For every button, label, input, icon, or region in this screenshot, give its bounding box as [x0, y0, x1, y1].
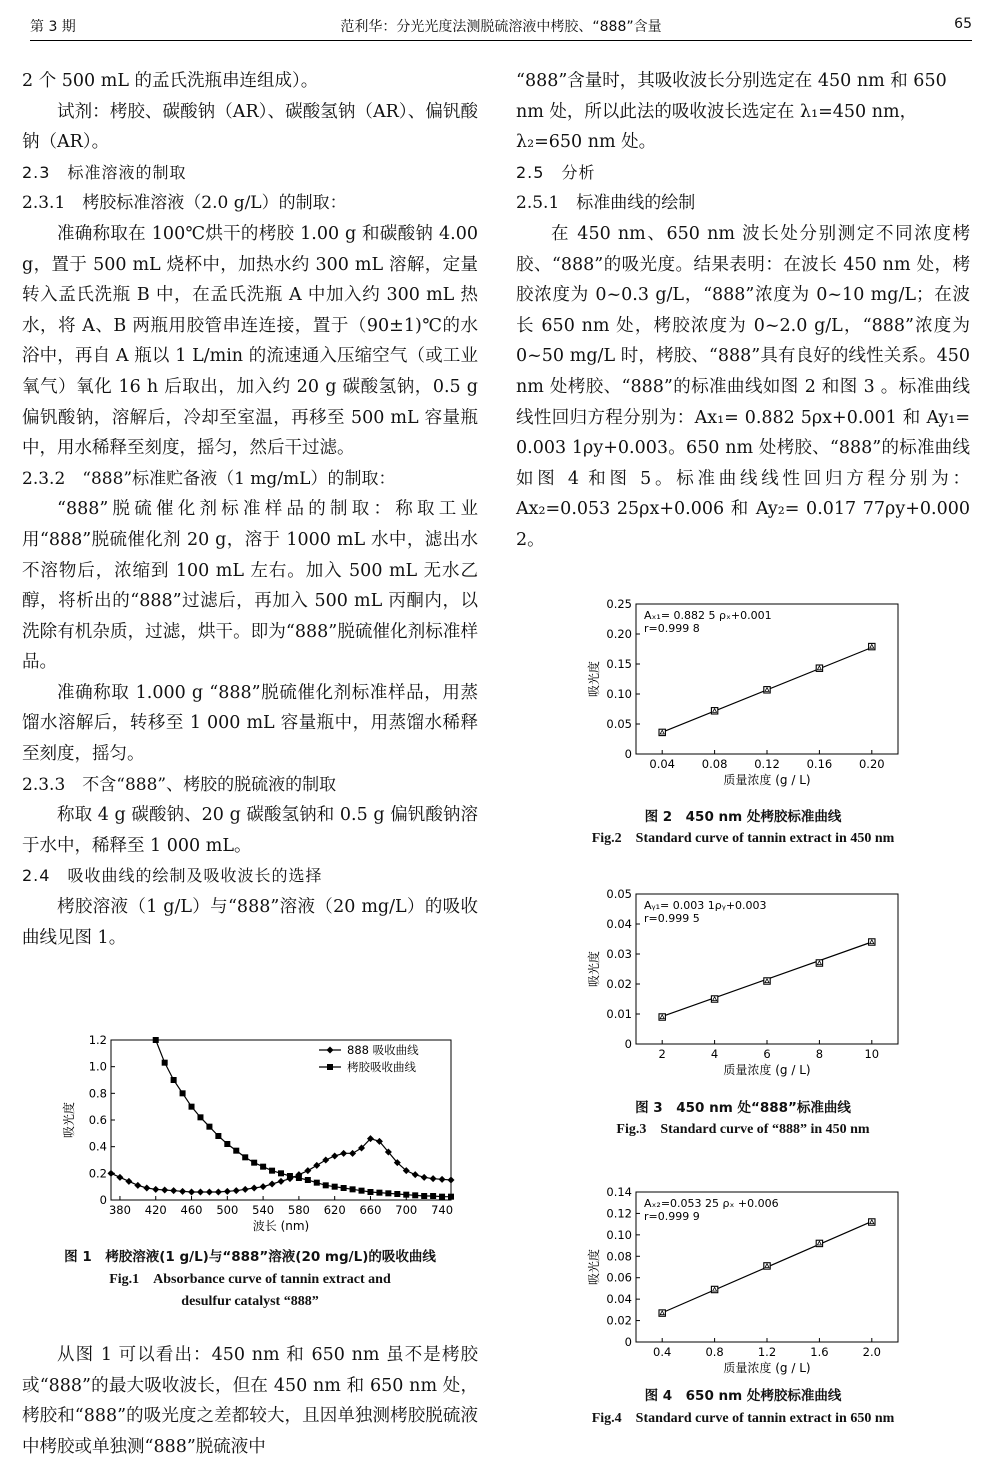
y-tick-label: 0.4: [88, 1139, 107, 1154]
data-point: [314, 1180, 320, 1186]
data-point: [134, 1182, 141, 1189]
paragraph: 准确称取在 100℃烘干的栲胶 1.00 g 和碳酸钠 4.00 g，置于 500 mL 烧杯中，加热水约 300 mL 溶解，定量转入孟氏洗瓶 B 中，在孟氏洗瓶 A 中加入约 300 mL 热水，将 A、B 两瓶用胶管串连连接，置于（90±1)℃的水浴中，再自 A 瓶以 1 L/min 的流速通入压缩空气（或工业氧气）氧化 16 h 后取出，加入约 20 g 碳酸氢钠，0.5 g 偏钒酸钠，溶解后，冷却至室温，再移至 500 mL 容量瓶中，用水稀释至刻度，摇匀，然后干过滤。: [22, 223, 478, 459]
correlation-coefficient: r=0.999 9: [644, 1210, 700, 1223]
data-point: [349, 1150, 356, 1157]
subsection-heading: 2.3.2 “888”标准贮备液（1 mg/mL）的制取：: [22, 468, 396, 489]
y-tick-label: 0.12: [606, 1206, 632, 1221]
figure-1-chart: [55, 1028, 465, 1238]
data-point: [153, 1037, 159, 1043]
left-column-bottom: [22, 1340, 478, 1462]
data-point: [350, 1186, 356, 1192]
chart-svg: [580, 1182, 910, 1382]
data-point: [403, 1192, 409, 1198]
regression-equation: Aₓ₂=0.053 25 ρₓ +0.006: [644, 1197, 779, 1210]
x-tick-label: 580: [287, 1203, 310, 1217]
x-tick-label: 2.0: [862, 1345, 881, 1359]
data-point: [439, 1194, 445, 1200]
data-point: [215, 1189, 222, 1196]
data-point: [278, 1178, 285, 1185]
y-tick-label: 0: [624, 1335, 632, 1349]
paragraph: 试剂：栲胶、碳酸钠（AR）、碳酸氢钠（AR）、偏钒酸钠（AR）。: [22, 101, 478, 153]
figure-2-caption-cn: 图 2 450 nm 处栲胶标准曲线: [644, 809, 842, 825]
regression-equation: Aᵧ₁= 0.003 1ρᵧ+0.003: [644, 899, 767, 912]
subsection-heading: 2.5.1 标准曲线的绘制: [516, 193, 696, 214]
data-point: [143, 1185, 150, 1192]
data-point: [215, 1133, 221, 1139]
y-tick-label: 0.04: [606, 917, 632, 931]
subsection-heading: 2.3.1 栲胶标准溶液（2.0 g/L）的制取：: [22, 193, 347, 214]
y-tick-label: 0.05: [606, 717, 632, 731]
left-column: [22, 66, 478, 953]
x-axis-label: 质量浓度 (g / L): [723, 1063, 811, 1077]
y-tick-label: 0.10: [606, 1227, 632, 1242]
data-point: [179, 1188, 186, 1195]
x-axis-label: 波长 (nm): [252, 1219, 310, 1233]
x-tick-label: 620: [323, 1203, 346, 1217]
correlation-coefficient: r=0.999 5: [644, 912, 700, 925]
data-point: [116, 1174, 123, 1181]
data-point: [152, 1186, 159, 1193]
figure-2-caption-en: Fig.2 Standard curve of tannin extract in 450 nm: [591, 831, 895, 846]
figure-3-chart: [580, 884, 910, 1084]
data-point: [412, 1171, 419, 1178]
y-tick-label: 0.02: [606, 1313, 632, 1328]
x-tick-label: 740: [431, 1203, 454, 1217]
data-point: [125, 1178, 132, 1185]
data-point: [305, 1177, 311, 1183]
subsection-heading: 2.3.3 不含“888”、栲胶的脱硫液的制取: [22, 774, 337, 795]
data-point: [197, 1189, 204, 1196]
data-point: [385, 1190, 391, 1196]
y-tick-label: 0.20: [606, 627, 632, 641]
chart-svg: [580, 884, 910, 1084]
x-tick-label: 420: [144, 1203, 167, 1217]
figure-2-chart: [580, 594, 910, 794]
data-point: [180, 1090, 186, 1096]
data-point: [233, 1187, 240, 1194]
x-tick-label: 0.20: [858, 757, 885, 771]
figure-3-caption-en: Fig.3 Standard curve of “888” in 450 nm: [616, 1122, 870, 1137]
x-tick-label: 380: [108, 1203, 131, 1217]
x-tick-label: 2: [658, 1047, 666, 1061]
data-point: [430, 1193, 436, 1199]
data-point: [313, 1162, 320, 1169]
x-axis-label: 质量浓度 (g / L): [723, 1361, 811, 1375]
y-tick-label: 0: [624, 1037, 632, 1051]
x-tick-label: 1.2: [757, 1345, 777, 1359]
data-point: [296, 1175, 302, 1181]
section-heading: 2.4 吸收曲线的绘制及吸收波长的选择: [22, 866, 323, 886]
data-point: [327, 1047, 334, 1054]
y-tick-label: 0: [99, 1193, 107, 1207]
x-axis-label: 质量浓度 (g / L): [723, 773, 811, 787]
x-tick-label: 8: [815, 1047, 824, 1061]
x-tick-label: 0.4: [653, 1345, 672, 1359]
data-point: [439, 1176, 446, 1183]
correlation-coefficient: r=0.999 8: [644, 622, 700, 635]
figure-3-caption-cn: 图 3 450 nm 处“888”标准曲线: [635, 1100, 851, 1116]
x-tick-label: 700: [395, 1203, 418, 1217]
y-tick-label: 0.6: [88, 1113, 107, 1127]
section-heading: 2.3 标准溶液的制取: [22, 162, 187, 182]
data-point: [327, 1064, 333, 1070]
data-point: [269, 1181, 276, 1188]
x-tick-label: 540: [252, 1203, 275, 1217]
data-point: [448, 1177, 455, 1184]
y-tick-label: 0.2: [88, 1166, 107, 1181]
x-tick-label: 1.6: [810, 1345, 829, 1359]
data-point: [161, 1187, 168, 1194]
data-point: [171, 1077, 177, 1083]
paragraph: 从图 1 可以看出：450 nm 和 650 nm 虽不是栲胶或“888”的最大吸收波长，但在 450 nm 和 650 nm 处，栲胶和“888”的吸光度之差都较大，且因单独测栲胶脱硫液中栲胶或单独测“888”脱硫液中: [22, 1345, 478, 1457]
data-point: [224, 1188, 231, 1195]
data-point: [224, 1141, 230, 1147]
data-point: [251, 1185, 258, 1192]
running-title: 范利华：分光光度法测脱硫溶液中栲胶、“888”含量: [340, 19, 662, 35]
caption-line: Fig.1 Absorbance curve of tannin extract and: [109, 1272, 391, 1287]
y-tick-label: 0.06: [606, 1270, 632, 1285]
data-point: [331, 1153, 338, 1160]
data-point: [322, 1157, 329, 1164]
data-point: [304, 1167, 311, 1174]
x-tick-label: 6: [763, 1047, 771, 1061]
y-axis-label: 吸光度: [587, 950, 601, 988]
page-number: 65: [954, 16, 972, 32]
y-axis-label: 吸光度: [587, 1248, 601, 1286]
data-point: [448, 1194, 454, 1200]
x-tick-label: 660: [359, 1203, 382, 1217]
y-tick-label: 0.04: [606, 1292, 632, 1307]
y-tick-label: 0.01: [606, 1007, 632, 1021]
header-rule: [30, 40, 972, 41]
x-tick-label: 0.8: [705, 1345, 724, 1359]
x-tick-label: 0.04: [649, 757, 676, 771]
data-point: [242, 1186, 249, 1193]
paragraph: 栲胶溶液（1 g/L）与“888”溶液（20 mg/L）的吸收曲线见图 1。: [22, 897, 478, 948]
x-tick-label: 4: [710, 1047, 719, 1061]
right-column: [516, 66, 970, 556]
figure-1-caption-en: [30, 1269, 470, 1313]
paragraph: 在 450 nm、650 nm 波长处分别测定不同浓度栲胶、“888”的吸光度。结果表明：在波长 450 nm 处，栲胶浓度为 0~0.3 g/L，“888”浓度为 0~10 mg/L；在波长 650 nm 处，栲胶浓度为 0~2.0 g/L，“888”浓度为 0~50 mg/L 时，栲胶、“888”具有良好的线性关系。450 nm 处栲胶、“888”的标准曲线如图 2 和图 3 。标准曲线线性回归方程分别为：Ax₁= 0.882 5ρx+0.001 和 Ay₁= 0.003 1ρy+0.003。650 nm 处栲胶、“888”的标准曲线如图 4 和图 5。标准曲线线性回归方程分别为：Ax₂=0.053 25ρx+0.006 和 Ay₂= 0.017 77ρy+0.000 2。: [516, 223, 970, 550]
y-axis-label: 吸光度: [62, 1101, 76, 1139]
issue-number: 第 3 期: [30, 19, 76, 35]
figure-4-caption-en: Fig.4 Standard curve of tannin extract in 650 nm: [591, 1411, 895, 1426]
data-point: [197, 1114, 203, 1120]
data-point: [206, 1124, 212, 1130]
figure-4-caption-cn: 图 4 650 nm 处栲胶标准曲线: [644, 1388, 842, 1404]
figure-1-caption-cn: 图 1 栲胶溶液(1 g/L)与“888”溶液(20 mg/L)的吸收曲线: [64, 1249, 436, 1265]
data-point: [323, 1182, 329, 1188]
data-point: [341, 1185, 347, 1191]
data-point: [108, 1170, 115, 1177]
data-point: [260, 1164, 266, 1170]
x-tick-label: 0.12: [754, 757, 780, 771]
x-tick-label: 460: [180, 1203, 203, 1217]
y-axis-label: 吸光度: [587, 660, 601, 698]
y-tick-label: 0.02: [606, 977, 632, 991]
data-point: [233, 1148, 239, 1154]
data-point: [269, 1168, 275, 1174]
chart-svg: [55, 1028, 465, 1238]
y-tick-label: 0.08: [606, 1249, 632, 1264]
paragraph: 称取 4 g 碳酸钠、20 g 碳酸氢钠和 0.5 g 偏钒酸钠溶于水中，稀释至 1 000 mL。: [22, 805, 478, 856]
data-point: [376, 1190, 382, 1196]
y-tick-label: 0.10: [606, 687, 632, 701]
data-point: [162, 1060, 168, 1066]
caption-line: desulfur catalyst “888”: [181, 1294, 319, 1309]
data-point: [412, 1192, 418, 1198]
x-tick-label: 0.16: [806, 757, 833, 771]
data-point: [367, 1189, 373, 1195]
section-heading: 2.5 分析: [516, 162, 596, 182]
y-tick-label: 1.0: [88, 1059, 107, 1074]
chart-svg: [580, 594, 910, 794]
x-tick-label: 500: [216, 1203, 239, 1217]
data-point: [206, 1189, 213, 1196]
regression-equation: Aₓ₁= 0.882 5 ρₓ+0.001: [644, 609, 772, 622]
paragraph: “888”含量时，其吸收波长分别选定在 450 nm 和 650 nm 处，所以此法的吸收波长选定在 λ₁=450 nm，λ₂=650 nm 处。: [516, 71, 947, 153]
paragraph: 2 个 500 mL 的孟氏洗瓶串连组成）。: [22, 71, 319, 91]
data-point: [189, 1104, 195, 1110]
running-header: [30, 10, 972, 38]
data-point: [170, 1187, 177, 1194]
y-tick-label: 0.15: [606, 657, 632, 671]
y-tick-label: 0.14: [606, 1185, 632, 1199]
x-tick-label: 10: [864, 1047, 880, 1061]
y-tick-label: 0.03: [606, 947, 632, 961]
legend-label: 栲胶吸收曲线: [347, 1060, 416, 1074]
data-point: [287, 1173, 293, 1179]
paragraph: 准确称取 1.000 g “888”脱硫催化剂标准样品，用蒸馏水溶解后，转移至 1 000 mL 容量瓶中，用蒸馏水稀释至刻度，摇匀。: [22, 682, 478, 765]
data-point: [242, 1154, 248, 1160]
data-point: [251, 1160, 257, 1166]
data-point: [394, 1191, 400, 1197]
data-point: [260, 1183, 267, 1190]
y-tick-label: 0.8: [88, 1086, 107, 1101]
legend-label: 888 吸收曲线: [347, 1043, 419, 1057]
y-tick-label: 1.2: [88, 1033, 107, 1047]
y-tick-label: 0.05: [606, 887, 632, 901]
data-point: [359, 1188, 365, 1194]
data-point: [430, 1175, 437, 1182]
y-tick-label: 0.25: [606, 597, 632, 611]
data-point: [421, 1193, 427, 1199]
data-point: [421, 1174, 428, 1181]
figure-4-chart: [580, 1182, 910, 1382]
data-point: [332, 1184, 338, 1190]
data-point: [188, 1189, 195, 1196]
data-point: [340, 1150, 347, 1157]
data-point: [278, 1170, 284, 1176]
x-tick-label: 0.08: [701, 757, 728, 771]
y-tick-label: 0: [624, 747, 632, 761]
paragraph: “888”脱硫催化剂标准样品的制取：称取工业用“888”脱硫催化剂 20 g，溶于 1000 mL 水中，滤出水不溶物后，浓缩到 100 mL 左右。加入 500 mL 无水乙醇，将析出的“888”过滤后，再加入 500 mL 丙酮内，以洗除有机杂质，过滤，烘干。即为“888”脱硫催化剂标准样品。: [22, 499, 478, 673]
